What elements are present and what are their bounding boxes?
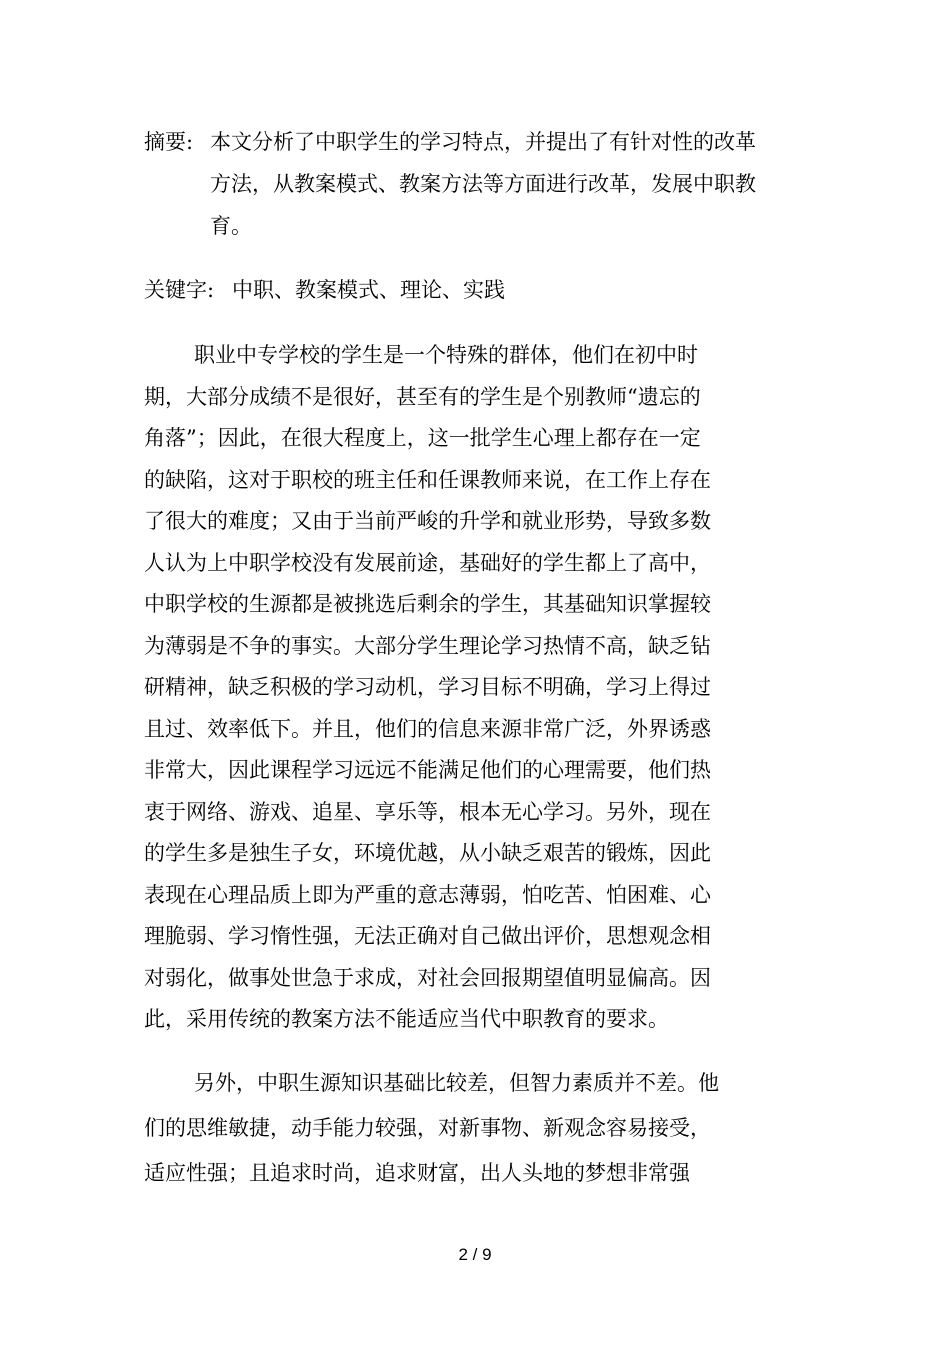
paragraph-line: 职业中专学校的学生是一个特殊的群体，他们在初中时 (194, 343, 698, 367)
paragraph-line: 人认为上中职学校没有发展前途，基础好的学生都上了高中， (144, 551, 711, 575)
paragraph-line: 非常大，因此课程学习远远不能满足他们的心理需要，他们热 (144, 758, 711, 782)
paragraph-line: 们的思维敏捷，动手能力较强，对新事物、新观念容易接受， (144, 1116, 711, 1140)
keywords-text: 中职、教案模式、理论、实践 (232, 278, 505, 302)
paragraph-line: 此，采用传统的教案方法不能适应当代中职教育的要求。 (144, 1007, 669, 1031)
paragraph-line: 衷于网络、游戏、追星、享乐等，根本无心学习。另外，现在 (144, 800, 711, 824)
paragraph-line: 中职学校的生源都是被挑选后剩余的学生，其基础知识掌握较 (144, 592, 711, 616)
paragraph-line: 且过、效率低下。并且，他们的信息来源非常广泛，外界诱惑 (144, 717, 711, 741)
paragraph-line: 表现在心理品质上即为严重的意志薄弱，怕吃苦、怕困难、心 (144, 883, 711, 907)
paragraph-line: 对弱化，做事处世急于求成，对社会回报期望值明显偏高。因 (144, 966, 711, 990)
abstract-line: 方法，从教案模式、教案方法等方面进行改革，发展中职教 (210, 172, 756, 196)
abstract-label: 摘要: (144, 130, 194, 154)
paragraph-line: 的缺陷，这对于职校的班主任和任课教师来说，在工作上存在 (144, 468, 711, 492)
paragraph-line: 的学生多是独生子女，环境优越，从小缺乏艰苦的锻炼，因此 (144, 841, 711, 865)
paragraph-line: 期，大部分成绩不是很好，甚至有的学生是个别教师“遗忘的 (144, 385, 701, 409)
keywords-label: 关键字: (144, 278, 215, 302)
paragraph-line: 另外，中职生源知识基础比较差，但智力素质并不差。他 (194, 1071, 719, 1095)
paragraph-line: 研精神，缺乏积极的学习动机，学习目标不明确，学习上得过 (144, 675, 711, 699)
paragraph-line: 适应性强；且追求时尚，追求财富，出人头地的梦想非常强 (144, 1161, 690, 1185)
paragraph-line: 了很大的难度；又由于当前严峻的升学和就业形势，导致多数 (144, 509, 711, 533)
paragraph-line: 为薄弱是不争的事实。大部分学生理论学习热情不高，缺乏钻 (144, 634, 711, 658)
abstract-line: 本文分析了中职学生的学习特点，并提出了有针对性的改革 (210, 130, 756, 154)
abstract-line: 育。 (210, 214, 252, 238)
paragraph-line: 理脆弱、学习惰性强，无法正确对自己做出评价，思想观念相 (144, 924, 711, 948)
paragraph-line: 角落”；因此，在很大程度上，这一批学生心理上都存在一定 (144, 426, 701, 450)
page-number: 2 / 9 (458, 1245, 492, 1264)
